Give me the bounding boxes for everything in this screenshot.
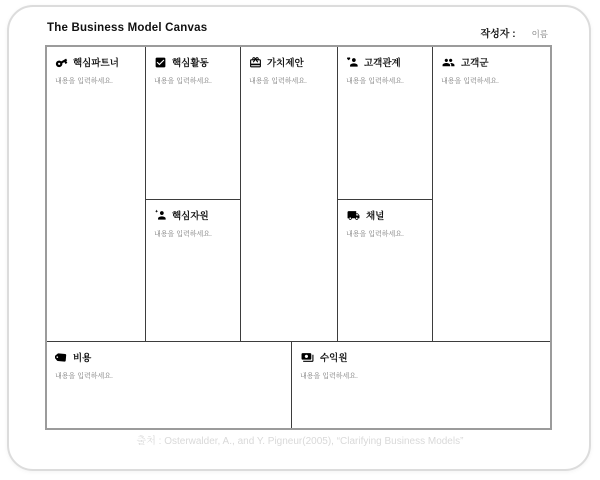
- cell-customer-relationships[interactable]: [338, 47, 433, 200]
- section-label: 핵심자원: [172, 211, 209, 222]
- content-placeholder[interactable]: 내용을 입력하세요.: [55, 78, 113, 85]
- cell-value-proposition[interactable]: [241, 47, 338, 342]
- cell-channels-header: [346, 208, 424, 222]
- page-title: The Business Model Canvas: [47, 22, 208, 34]
- section-label: 수익원: [320, 353, 348, 364]
- author-name-input[interactable]: 이름: [531, 29, 548, 39]
- cell-value-proposition-header: [249, 55, 329, 69]
- key-icon: [55, 56, 68, 69]
- cell-key-activities-header: [154, 55, 232, 69]
- cell-key-resources-header: [154, 208, 232, 222]
- banknote-icon: [300, 351, 315, 364]
- price-tag-icon: [55, 351, 68, 364]
- people-icon: [441, 56, 456, 69]
- content-placeholder[interactable]: 내용을 입력하세요.: [300, 373, 358, 380]
- cell-key-partners[interactable]: [47, 47, 146, 342]
- content-placeholder[interactable]: 내용을 입력하세요.: [154, 231, 212, 238]
- person-heart-icon: [346, 56, 359, 69]
- content-placeholder[interactable]: 내용을 입력하세요.: [346, 78, 404, 85]
- cell-customer-relationships-header: [346, 55, 424, 69]
- truck-icon: [346, 209, 361, 222]
- author-field-group: [480, 25, 548, 40]
- cell-costs[interactable]: [47, 342, 292, 428]
- source-citation: 출처 : Osterwalder, A., and Y. Pigneur(2005), “Clarifying Business Models”: [136, 436, 464, 447]
- section-label: 채널: [366, 211, 385, 222]
- author-label: 작성자 :: [480, 29, 516, 40]
- gift-icon: [249, 56, 262, 69]
- checkbox-icon: [154, 56, 167, 69]
- section-label: 비용: [73, 353, 92, 364]
- section-label: 가치제안: [267, 58, 304, 69]
- business-model-canvas-grid: [45, 45, 552, 430]
- cell-key-activities[interactable]: [146, 47, 241, 200]
- section-label: 고객군: [461, 58, 489, 69]
- section-label: 핵심파트너: [73, 58, 119, 69]
- cell-revenue-streams[interactable]: [292, 342, 550, 428]
- cell-costs-header: [55, 350, 283, 364]
- content-placeholder[interactable]: 내용을 입력하세요.: [55, 373, 113, 380]
- cell-key-resources[interactable]: [146, 200, 241, 342]
- cell-revenue-streams-header: [300, 350, 542, 364]
- person-sparkle-icon: [154, 209, 167, 222]
- cell-channels[interactable]: [338, 200, 433, 342]
- cell-key-partners-header: [55, 55, 137, 69]
- content-placeholder[interactable]: 내용을 입력하세요.: [249, 78, 307, 85]
- cell-customer-segments-header: [441, 55, 542, 69]
- section-label: 고객관계: [364, 58, 401, 69]
- content-placeholder[interactable]: 내용을 입력하세요.: [346, 231, 404, 238]
- cell-customer-segments[interactable]: [433, 47, 550, 342]
- section-label: 핵심활동: [172, 58, 209, 69]
- content-placeholder[interactable]: 내용을 입력하세요.: [154, 78, 212, 85]
- content-placeholder[interactable]: 내용을 입력하세요.: [441, 78, 499, 85]
